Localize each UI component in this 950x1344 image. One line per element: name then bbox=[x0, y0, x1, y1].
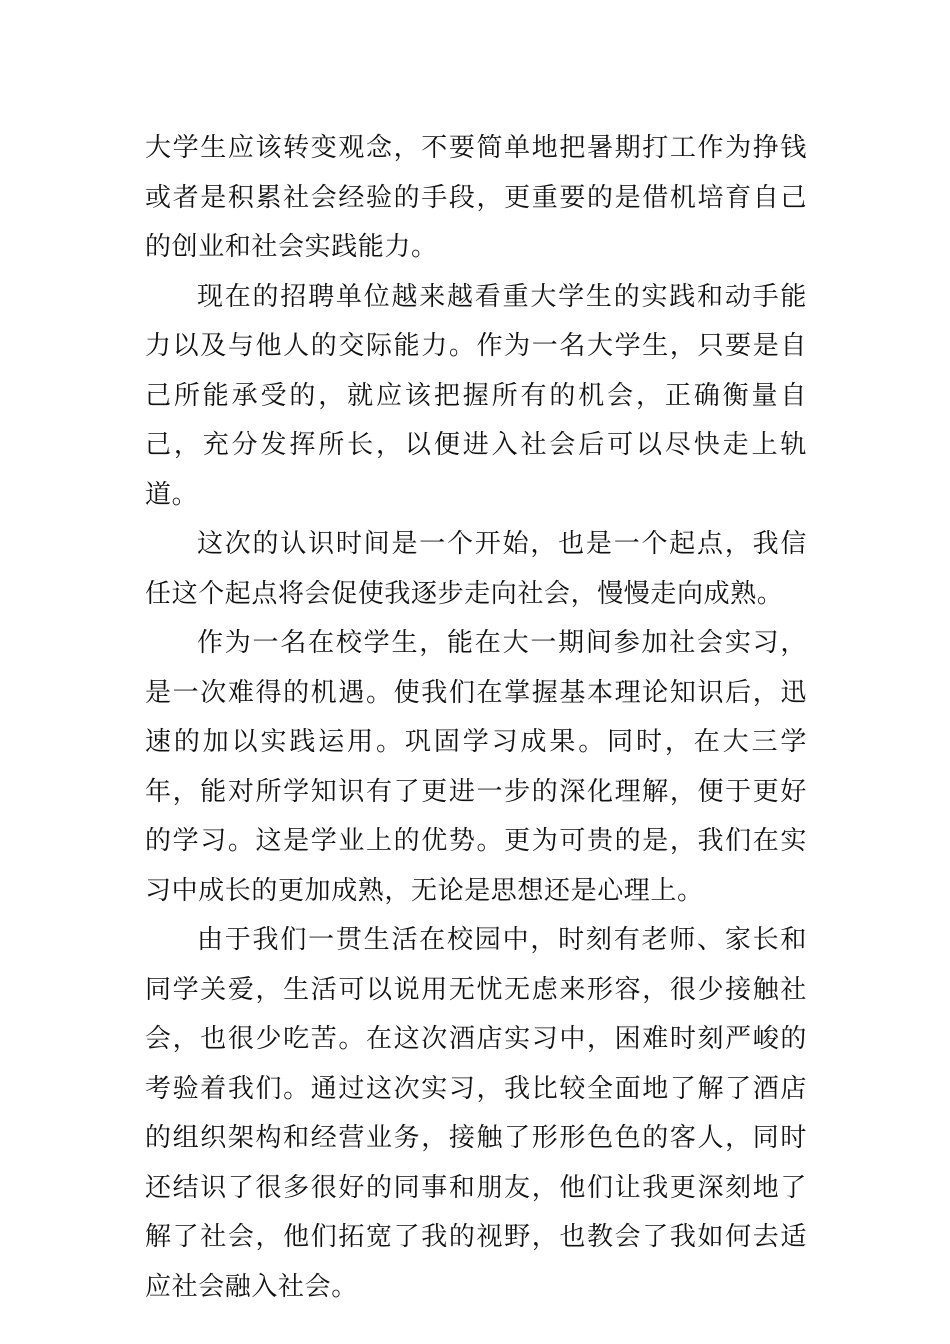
paragraph-3: 这次的认识时间是一个开始，也是一个起点，我信任这个起点将会促使我逐步走向社会，慢慢走向成熟。 bbox=[145, 529, 807, 609]
paragraph-4: 作为一名在校学生，能在大一期间参加社会实习，是一次难得的机遇。使我们在掌握基本理论知识后，迅速的加以实践运用。巩固学习成果。同时，在大三学年，能对所学知识有了更进一步的深化理解，便于更好的学习。这是学业上的优势。更为可贵的是，我们在实习中成长的更加成熟，无论是思想还是心理上。 bbox=[145, 628, 807, 906]
document-body bbox=[145, 124, 807, 1312]
paragraph-5: 由于我们一贯生活在校园中，时刻有老师、家长和同学关爱，生活可以说用无忧无虑来形容，很少接触社会，也很少吃苦。在这次酒店实习中，困难时刻严峻的考验着我们。通过这次实习，我比较全面地了解了酒店的组织架构和经营业务，接触了形形色色的客人，同时还结识了很多很好的同事和朋友，他们让我更深刻地了解了社会，他们拓宽了我的视野，也教会了我如何去适应社会融入社会。 bbox=[145, 925, 807, 1302]
paragraph-2: 现在的招聘单位越来越看重大学生的实践和动手能力以及与他人的交际能力。作为一名大学生，只要是自己所能承受的，就应该把握所有的机会，正确衡量自己，充分发挥所长，以便进入社会后可以尽快走上轨道。 bbox=[145, 281, 807, 510]
paragraph-1: 大学生应该转变观念，不要简单地把暑期打工作为挣钱或者是积累社会经验的手段，更重要的是借机培育自己的创业和社会实践能力。 bbox=[145, 133, 807, 262]
